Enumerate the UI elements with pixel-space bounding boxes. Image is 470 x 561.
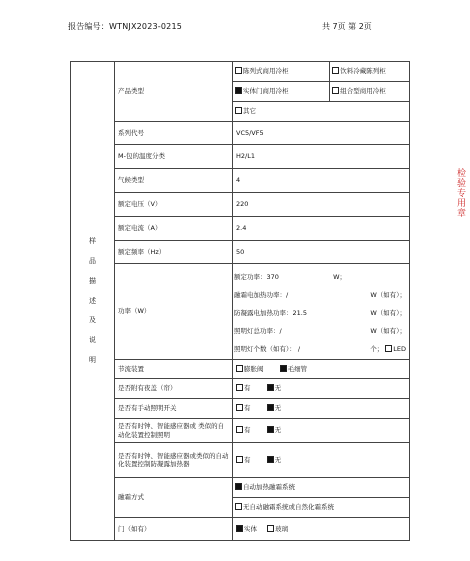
auto-heater-label: 是否有时钟、智能感应器或类似的自动化装置控制防凝露加热器 bbox=[115, 443, 233, 478]
option-expansion-valve[interactable]: 膨胀阀 bbox=[236, 365, 264, 373]
lamp-count-line: 照明灯个数（如有）： / 个； LED bbox=[234, 345, 406, 354]
option-yes[interactable]: 有 bbox=[236, 426, 251, 434]
option-display-cooler[interactable]: 陈列式商用冷柜 bbox=[233, 62, 330, 82]
side-char: 品 bbox=[89, 257, 96, 266]
option-no[interactable]: 无 bbox=[267, 456, 282, 464]
product-type-options bbox=[233, 62, 409, 121]
rated-power-line: 额定功率：370 W； bbox=[234, 272, 346, 281]
checkbox-icon bbox=[236, 404, 243, 411]
sample-description-table bbox=[70, 61, 410, 541]
checkbox-icon bbox=[235, 503, 242, 510]
option-solid[interactable]: 实体 bbox=[236, 525, 257, 533]
option-yes[interactable]: 有 bbox=[236, 404, 251, 412]
auto-heater-options bbox=[233, 443, 410, 478]
side-char: 描 bbox=[89, 276, 96, 285]
climate-value: 4 bbox=[233, 169, 410, 193]
side-char: 样 bbox=[89, 237, 96, 246]
current-value: 2.4 bbox=[233, 217, 410, 241]
checkbox-checked-icon bbox=[280, 365, 287, 372]
door-label: 门（如有） bbox=[115, 518, 233, 541]
option-auto-defrost[interactable]: 自动加热融霜系统 bbox=[233, 478, 409, 498]
frequency-value: 50 bbox=[233, 241, 410, 264]
option-no[interactable]: 无 bbox=[267, 404, 282, 412]
manual-light-label: 是否有手动照明开关 bbox=[115, 399, 233, 419]
checkbox-icon bbox=[236, 384, 243, 391]
manual-light-options bbox=[233, 399, 410, 419]
throttle-options bbox=[233, 360, 410, 379]
temp-class-value: H2/L1 bbox=[233, 145, 410, 169]
frequency-label: 额定频率（Hz） bbox=[115, 241, 233, 264]
current-label: 额定电流（A） bbox=[115, 217, 233, 241]
option-beverage-cooler[interactable]: 饮料冷藏陈列柜 bbox=[330, 62, 409, 82]
page-info: 共 7页 第 2页 bbox=[322, 22, 372, 31]
defrost-mode-options bbox=[233, 478, 409, 517]
checkbox-icon bbox=[236, 426, 243, 433]
series-label: 系列代号 bbox=[115, 122, 233, 145]
product-type-label: 产品类型 bbox=[115, 62, 233, 122]
night-cover-label: 是否附有夜盖（帘） bbox=[115, 379, 233, 399]
option-no[interactable]: 无 bbox=[267, 384, 282, 392]
night-cover-options bbox=[233, 379, 410, 399]
option-solid-door-cooler[interactable]: 实体门商用冷柜 bbox=[233, 82, 330, 102]
defrost-power-line: 融霜电加热功率：/ W（如有）； bbox=[234, 290, 406, 299]
voltage-value: 220 bbox=[233, 193, 410, 217]
option-combined-cooler[interactable]: 组合型商用冷柜 bbox=[330, 82, 409, 102]
power-label: 功率（W） bbox=[115, 264, 233, 360]
auto-light-label: 是否有时钟、智能感应器或 类似的自动化装置控制照明 bbox=[115, 419, 233, 443]
side-char: 说 bbox=[89, 336, 96, 345]
checkbox-icon bbox=[236, 456, 243, 463]
option-yes[interactable]: 有 bbox=[236, 384, 251, 392]
checkbox-icon bbox=[236, 365, 243, 372]
checkbox-icon bbox=[235, 107, 242, 114]
temp-class-label: M-包的温度分类 bbox=[115, 145, 233, 169]
option-other[interactable]: 其它 bbox=[233, 102, 409, 122]
lighting-power-line: 照明灯总功率：/ W（如有）； bbox=[234, 327, 406, 336]
defrost-mode-label: 融霜方式 bbox=[115, 478, 233, 518]
checkbox-icon bbox=[385, 345, 392, 352]
voltage-label: 额定电压（V） bbox=[115, 193, 233, 217]
checkbox-checked-icon bbox=[267, 426, 274, 433]
anticondensation-power-line: 防凝露电加热功率：21.5 W（如有）； bbox=[234, 308, 406, 317]
option-yes[interactable]: 有 bbox=[236, 456, 251, 464]
checkbox-checked-icon bbox=[267, 384, 274, 391]
side-char: 明 bbox=[89, 355, 96, 364]
checkbox-icon bbox=[332, 87, 339, 94]
checkbox-checked-icon bbox=[236, 525, 243, 532]
checkbox-checked-icon bbox=[267, 404, 274, 411]
option-no[interactable]: 无 bbox=[267, 426, 282, 434]
side-char: 及 bbox=[89, 316, 96, 325]
throttle-label: 节流装置 bbox=[115, 360, 233, 379]
option-natural-defrost[interactable]: 无自动融霜系统或自然化霜系统 bbox=[233, 498, 409, 518]
inspection-stamp: 检 验 专 用 章 bbox=[457, 169, 467, 219]
series-value: VC5/VF5 bbox=[233, 122, 410, 145]
checkbox-icon bbox=[235, 67, 242, 74]
report-number: 报告编号：WTNJX2023-0215 bbox=[68, 22, 183, 31]
side-label-cell bbox=[71, 62, 115, 541]
door-options bbox=[233, 518, 410, 541]
climate-label: 气候类型 bbox=[115, 169, 233, 193]
auto-light-options bbox=[233, 419, 410, 443]
checkbox-checked-icon bbox=[267, 456, 274, 463]
checkbox-checked-icon bbox=[235, 483, 242, 490]
checkbox-icon bbox=[267, 525, 274, 532]
side-char: 述 bbox=[89, 296, 96, 305]
checkbox-icon bbox=[332, 67, 339, 74]
checkbox-checked-icon bbox=[235, 87, 242, 94]
option-glass[interactable]: 玻璃 bbox=[267, 525, 288, 533]
option-capillary[interactable]: 毛细管 bbox=[280, 365, 308, 373]
